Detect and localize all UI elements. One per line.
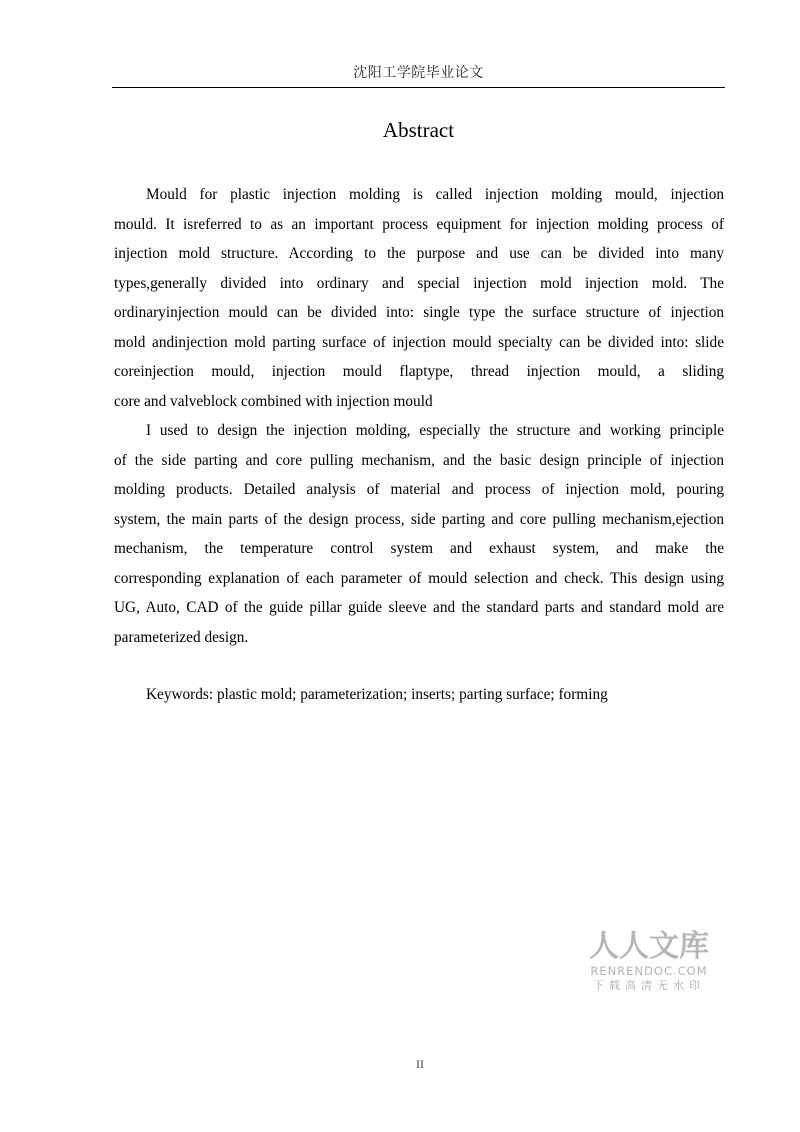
abstract-title: Abstract [382, 118, 455, 142]
watermark-domain: RENRENDOC.COM [590, 964, 708, 978]
keywords-line: Keywords: plastic mold; parameterization; inserts; parting surface; forming [146, 686, 608, 703]
paragraph-2 [114, 416, 724, 652]
paragraph-1 [114, 180, 724, 416]
text-line: mold andinjection mold parting surface of injection mould specialty can be divided into: slide [114, 333, 724, 351]
page-number: II [416, 1057, 424, 1071]
text-line: Mould for plastic injection molding is called injection molding mould, injection [146, 186, 724, 203]
text-line: core and valveblock combined with injection mould [114, 392, 433, 410]
running-header: 沈阳工学院毕业论文 [353, 66, 484, 81]
watermark-tagline: 下载高清无水印 [593, 979, 705, 992]
text-line: I used to design the injection molding, especially the structure and working principle [146, 422, 724, 439]
text-line: molding products. Detailed analysis of material and process of injection mold, pouring [114, 481, 724, 498]
header-divider [112, 87, 725, 88]
text-line: of the side parting and core pulling mechanism, and the basic design principle of injection [114, 451, 724, 469]
watermark-logo-text: 人人文库 [589, 929, 709, 964]
text-line: mould. It isreferred to as an important process equipment for injection molding process of [114, 215, 724, 233]
text-line: parameterized design. [114, 628, 249, 646]
text-line: ordinaryinjection mould can be divided into: single type the surface structure of injection [114, 304, 724, 321]
text-line: injection mold structure. According to the purpose and use can be divided into many [114, 245, 724, 262]
text-line: coreinjection mould, injection mould flaptype, thread injection mould, a sliding [114, 363, 724, 380]
text-line: UG, Auto, CAD of the guide pillar guide sleeve and the standard parts and standard mold are [114, 599, 724, 616]
text-line: mechanism, the temperature control system and exhaust system, and make the [114, 540, 724, 557]
watermark [585, 930, 713, 994]
text-line: types,generally divided into ordinary and special injection mold injection mold. The [114, 274, 724, 292]
abstract-body [114, 180, 724, 652]
text-line: system, the main parts of the design process, side parting and core pulling mechanism,ejection [114, 510, 724, 528]
text-line: corresponding explanation of each parameter of mould selection and check. This design using [114, 569, 724, 587]
